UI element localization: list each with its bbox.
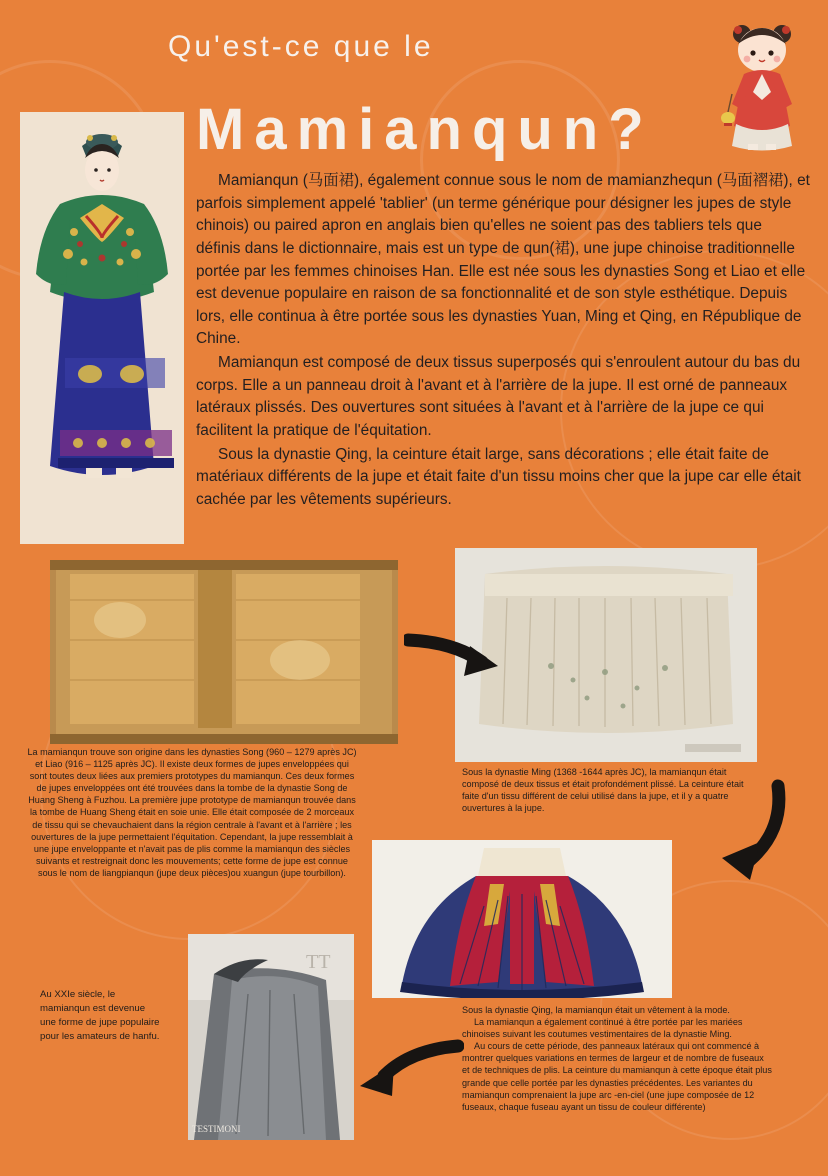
caption-ming-pleated-skirt: Sous la dynastie Ming (1368 -1644 après JC), la mamianqun était composé de deux tissus et était profondément plissé. La ceinture était faite d'un tissu différent de celui utilisé dans la jupe, et il y a quatre ouvertures à la jupe. bbox=[462, 767, 744, 814]
arrow-qing-to-modern bbox=[354, 1036, 464, 1098]
caption-song-wrap-skirt: La mamianqun trouve son origine dans les dynasties Song (960 – 1279 après JC) et Liao (916 – 1125 après JC). Il existe deux formes de jupes enveloppées qui sont toutes deux liées aux premiers prototypes du mamianqun. Ces deux formes de jupes enveloppées ont été trouvées dans la tombe de la dynastie Song de Huang Sheng à Fuzhou. La première jupe prototype de mamianqun trouvée dans la tombe de Huang Sheng était en soie unie. Elle était composée de 2 morceaux de tissu qui se chevauchaient dans la région centrale à l'avant et à l'arrière ; les ouvertures de la jupe permettaient l'équitation. Cependant, la jupe ressemblait à une jupe enveloppante et n'avait pas de plis comme la mamianqun des siècles suivants et restreignait donc les mouvements; cette forme de jupe est connue sous le nom de liangpianqun (jupe deux pièces)ou xuangun (jupe tourbillon). bbox=[27, 747, 357, 878]
svg-text:TESTIMONI: TESTIMONI bbox=[192, 1124, 241, 1134]
svg-text:TT: TT bbox=[306, 951, 331, 973]
song-wrap-skirt-photo bbox=[50, 560, 398, 744]
page-title-line1: Qu'est-ce que le bbox=[168, 30, 434, 63]
caption-qing-line2: La mamianqun a également continué à être portée par les mariées chinoises suivant les coutumes vestimentaires de la dynastie Ming. bbox=[462, 1017, 743, 1040]
caption-qing-rainbow-skirt bbox=[462, 1004, 772, 1113]
caption-modern-skirt: Au XXIe siècle, le mamianqun est devenue une forme de jupe populaire pour les amateurs de hanfu. bbox=[40, 989, 160, 1042]
page-title-line2: Mamianqun? bbox=[196, 97, 654, 162]
paragraph-2: Mamianqun est composé de deux tissus superposés qui s'enroulent autour du bas du corps. Elle a un panneau droit à l'avant et à l'arrière de la jupe. Il est orné de panneaux latéraux plissés. Des ouvertures sont situées à l'avant et à l'arrière de la jupe ce qui facilitent la pratique de l'équitation. bbox=[196, 354, 801, 440]
caption-qing-line3: Au cours de cette période, des panneaux latéraux qui ont commencé à montrer quelques variations en termes de largeur et de nombre de fuseaux et de techniques de plis. La ceinture du mamianqun à cette époque était plus grande que celle portée par les dynasties précédentes. Les variantes du mamianqun comprenaient la jupe arc -en-ciel (une jupe composée de 12 fuseaux, chaque fuseau ayant un tissu de couleur différente) bbox=[462, 1041, 772, 1112]
paragraph-3: Sous la dynastie Qing, la ceinture était large, sans décorations ; elle était faite de matériaux différents de la jupe et était faite d'un tissu moins cher que la jupe car elle était cachée par les vêtements supérieurs. bbox=[196, 445, 801, 508]
body-text bbox=[196, 170, 810, 513]
paragraph-1: Mamianqun (马面裙), également connue sous le nom de mamianzhequn (马面褶裙), et parfois simplement appelé 'tablier' (un terme générique pour désigner les jupes de style chinois) ou paired apron en anglais bien qu'elles ne soient pas des tabliers tels que définis dans le dictionnaire, mais est un type de qun(裙), une jupe chinoise traditionnelle portée par les femmes chinoises Han. Elle est née sous les dynasties Song et Liao et elle est devenue populaire en raison de sa fonctionnalité et de son style esthétique. Depuis lors, elle continua à être portée sous les dynasties Yuan, Ming et Qing, en République de Chine. bbox=[196, 172, 810, 348]
qing-rainbow-skirt-photo bbox=[372, 840, 672, 998]
modern-hanfu-skirt-photo bbox=[188, 934, 354, 1140]
arrow-song-to-ming bbox=[404, 624, 508, 684]
caption-qing-line1: Sous la dynastie Qing, la mamianqun était un vêtement à la mode. bbox=[462, 1005, 730, 1015]
hanfu-illustration bbox=[20, 112, 184, 544]
hanfu-girl-mascot bbox=[718, 16, 806, 151]
